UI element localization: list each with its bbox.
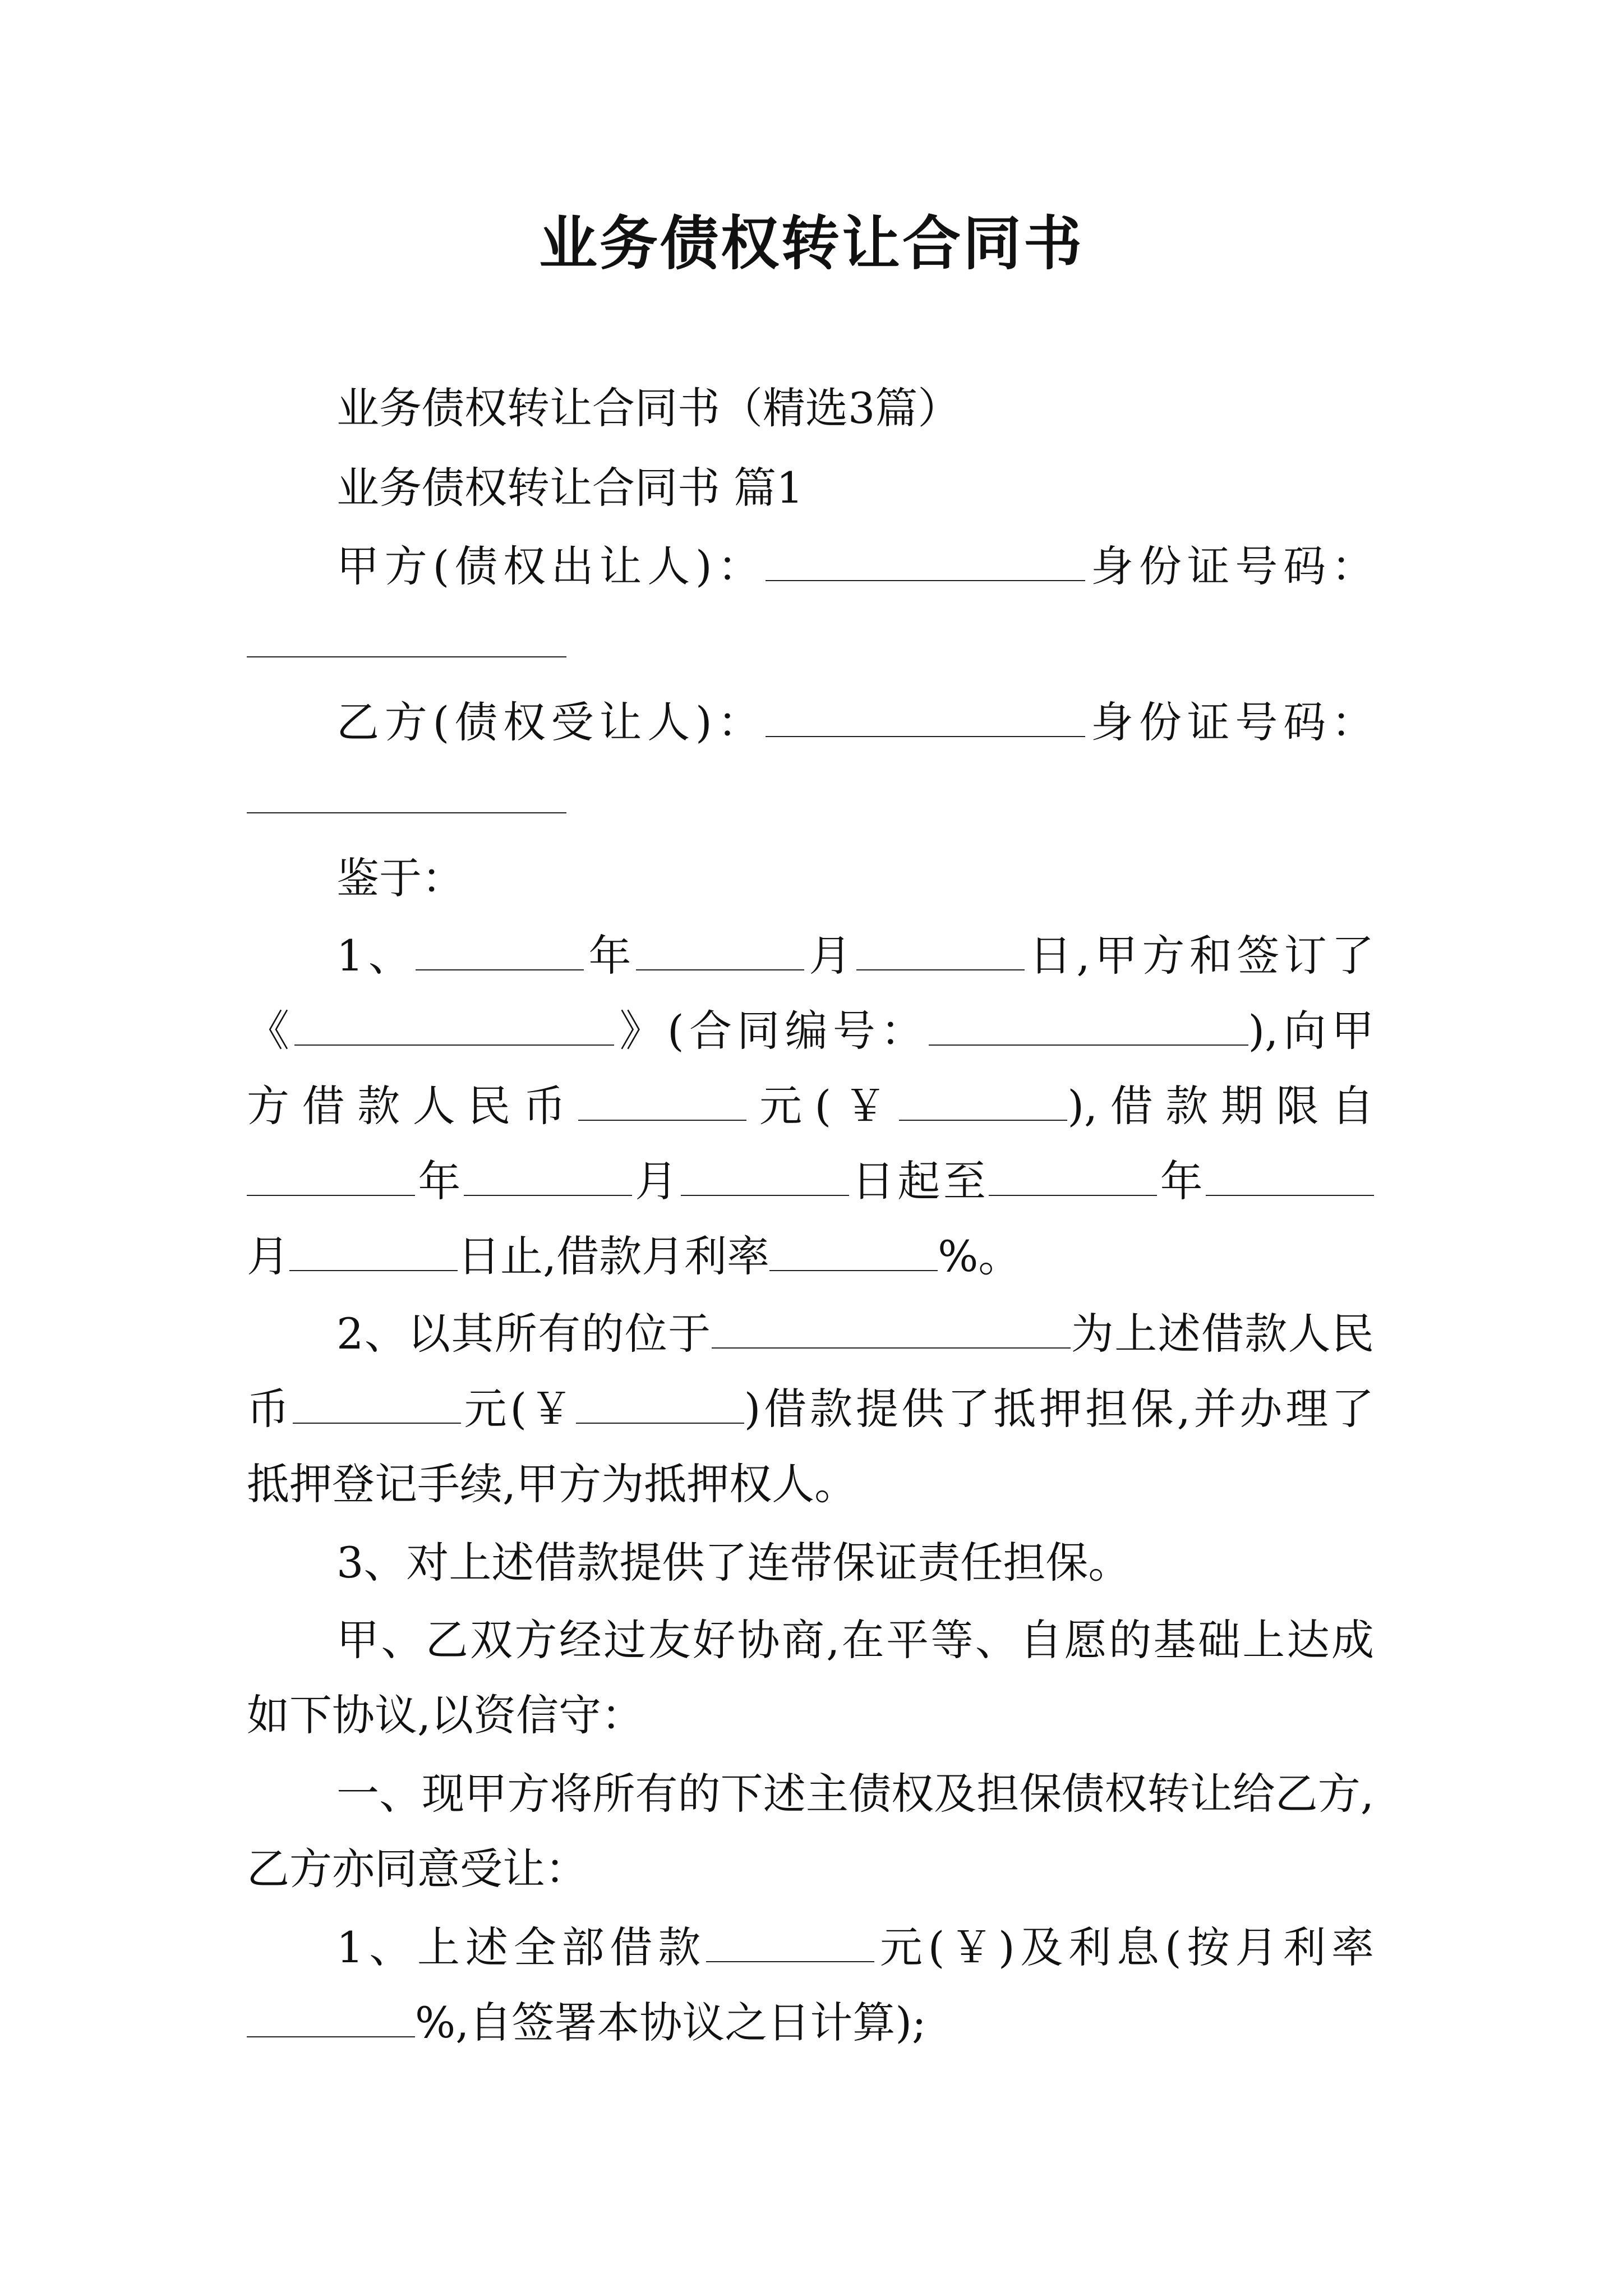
end-month-blank: [1206, 1194, 1374, 1196]
clause1-text: 元(￥: [746, 1081, 900, 1131]
party-a-id-line: [247, 622, 1374, 664]
clause1-line4: [247, 1156, 1374, 1206]
item1-text: %,自签署本协议之日计算);: [415, 1998, 926, 2047]
clause2-line3: 抵押登记手续,甲方为抵押权人。: [247, 1459, 857, 1509]
clause1-line3: [247, 1081, 1375, 1131]
end-year-blank: [989, 1194, 1157, 1196]
party-a-id-label: 身份证号码：: [1085, 541, 1374, 591]
clause1-text: 日,甲方和签订了: [1024, 931, 1374, 981]
clause1-text: %。: [938, 1231, 1021, 1281]
agreement-line2: 如下协议,以资信守：: [247, 1690, 644, 1740]
clause1-line2: [247, 1006, 1374, 1056]
clause1-text: 年: [584, 931, 636, 981]
agreement-line1: 甲、乙双方经过友好协商,在平等、自愿的基础上达成: [336, 1615, 1374, 1665]
start-day-blank: [681, 1194, 849, 1196]
clause3-line: 3、对上述借款提供了连带保证责任担保。: [336, 1538, 1131, 1588]
amount-blank: [578, 1119, 746, 1121]
party-b-name-blank: [766, 735, 1085, 737]
party-b-id-blank: [247, 812, 566, 813]
contract-name-blank: [294, 1044, 614, 1046]
item1-line2: [247, 1998, 1374, 2047]
clause1-text: 》(合同编号：: [614, 1006, 929, 1056]
clause2-text: 2、以其所有的位于: [336, 1309, 712, 1359]
clause2-line1: [336, 1309, 1374, 1359]
month-blank: [636, 969, 804, 970]
item1-text: 1、上述全部借款: [336, 1922, 707, 1972]
clause2-text: )借款提供了抵押担保,并办理了: [744, 1384, 1375, 1434]
whereas-heading: 鉴于：: [336, 853, 464, 903]
clause1-text: 月: [804, 931, 856, 981]
mortgage-amount-blank: [293, 1422, 461, 1424]
clause1-text: 月: [631, 1156, 681, 1206]
total-loan-blank: [706, 1961, 874, 1962]
mortgage-figure-blank: [576, 1422, 744, 1424]
property-location-blank: [712, 1347, 1071, 1349]
clause1-line5: [247, 1231, 1374, 1281]
clause1-text: 年: [415, 1156, 464, 1206]
section-heading: 业务债权转让合同书 篇1: [336, 463, 804, 513]
clause1-text: 《: [247, 1006, 295, 1056]
clause2-line2: [247, 1384, 1375, 1434]
item1-line1: [336, 1922, 1374, 1972]
clause1-line1: [336, 931, 1374, 981]
monthly-rate-blank: [247, 2036, 415, 2037]
clause1-text: ),借款期限自: [1067, 1081, 1375, 1131]
clause1-text: 日起至: [849, 1156, 989, 1206]
interest-rate-blank: [769, 1269, 938, 1271]
article1-line1: 一、现甲方将所有的下述主债权及担保债权转让给乙方,: [336, 1769, 1374, 1819]
party-b-label: 乙方(债权受让人)：: [336, 697, 766, 747]
clause1-text: ),向甲: [1248, 1006, 1374, 1056]
party-a-line: [336, 541, 1374, 591]
year-blank: [416, 969, 584, 970]
party-a-id-blank: [247, 656, 566, 657]
document-title: 业务债权转让合同书: [538, 209, 1084, 278]
clause2-text: 元(￥: [460, 1384, 576, 1434]
clause2-text: 为上述借款人民: [1070, 1309, 1374, 1359]
clause1-text: 1、: [336, 931, 416, 981]
clause1-text: 日止,借款月利率: [458, 1231, 770, 1281]
amount-figure-blank: [899, 1119, 1067, 1121]
clause1-text: 年: [1157, 1156, 1206, 1206]
party-a-name-blank: [766, 579, 1085, 581]
party-b-line: [336, 697, 1374, 747]
party-a-label: 甲方(债权出让人)：: [336, 541, 766, 591]
start-year-blank: [247, 1194, 415, 1196]
end-day-blank: [289, 1269, 458, 1271]
clause1-text: 月: [247, 1231, 289, 1281]
subtitle: 业务债权转让合同书（精选3篇）: [336, 383, 961, 433]
clause1-text: 方借款人民币: [247, 1081, 579, 1131]
contract-number-blank: [929, 1044, 1248, 1046]
clause2-text: 币: [247, 1384, 293, 1434]
party-b-id-label: 身份证号码：: [1085, 697, 1374, 747]
party-b-id-line: [247, 777, 1374, 820]
item1-text: 元(￥)及利息(按月利率: [874, 1922, 1374, 1972]
article1-line2: 乙方亦同意受让：: [247, 1844, 588, 1894]
start-month-blank: [464, 1194, 632, 1196]
day-blank: [856, 969, 1025, 970]
